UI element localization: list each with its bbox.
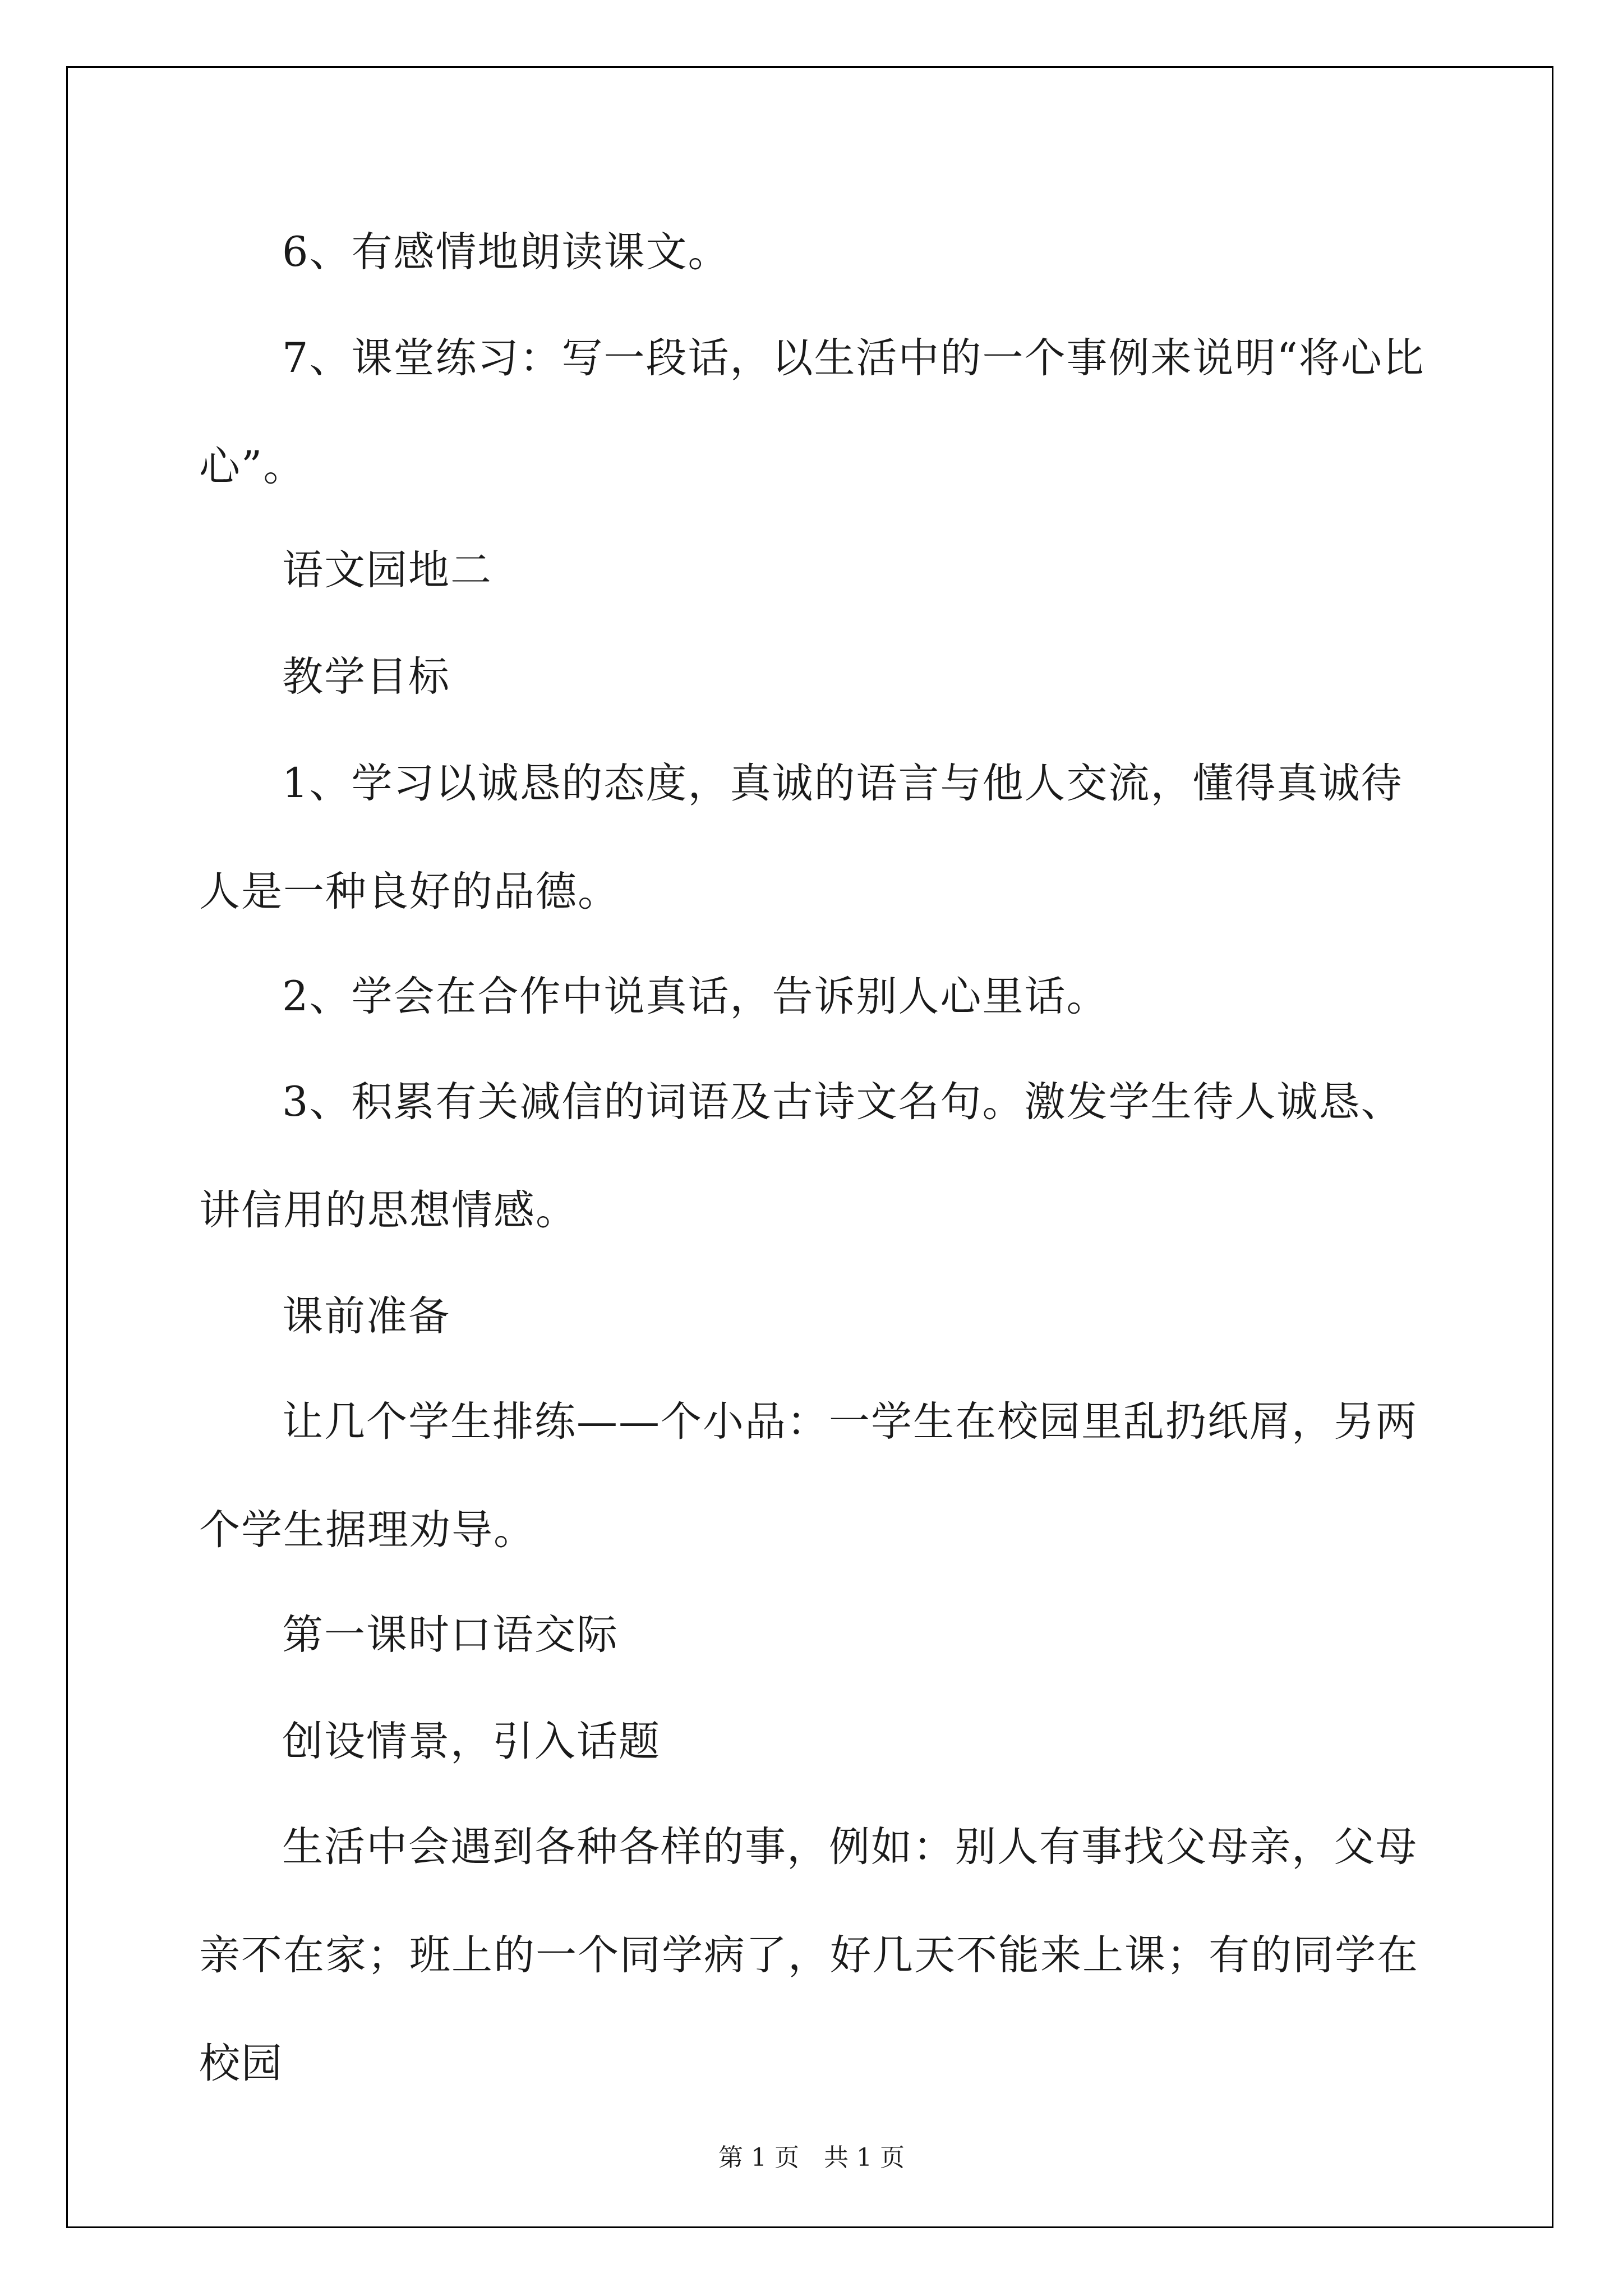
section-heading: 语文园地二 — [282, 546, 492, 594]
paragraph: 让几个学生排练——个小品：一学生在校园里乱扔纸屑，另两个学生据理劝导。 — [199, 1398, 1418, 1554]
section-heading: 创设情景，引入话题 — [282, 1718, 661, 1765]
paragraph: 7、课堂练习：写一段话，以生活中的一个事例来说明“将心比心”。 — [199, 334, 1425, 490]
paragraph: 生活中会遇到各种各样的事，例如：别人有事找父母亲，父母亲不在家；班上的一个同学病了，好几天不能来上课；有的同学在校园 — [199, 1823, 1419, 2087]
paragraph: 6、有感情地朗读课文。 — [282, 228, 730, 276]
section-heading: 课前准备 — [282, 1292, 450, 1340]
paragraph: 1、学习以诚恳的态度，真诚的语言与他人交流，懂得真诚待人是一种良好的品德。 — [199, 760, 1403, 915]
section-heading: 教学目标 — [282, 653, 450, 701]
paragraph: 2、学会在合作中说真话，告诉别人心里话。 — [282, 973, 1109, 1020]
section-heading: 第一课时口语交际 — [282, 1611, 619, 1659]
page-number-footer: 第 1 页 共 1 页 — [718, 2143, 905, 2172]
paragraph: 3、积累有关减信的词语及古诗文名句。激发学生待人诚恳、讲信用的思想情感。 — [199, 1078, 1403, 1234]
